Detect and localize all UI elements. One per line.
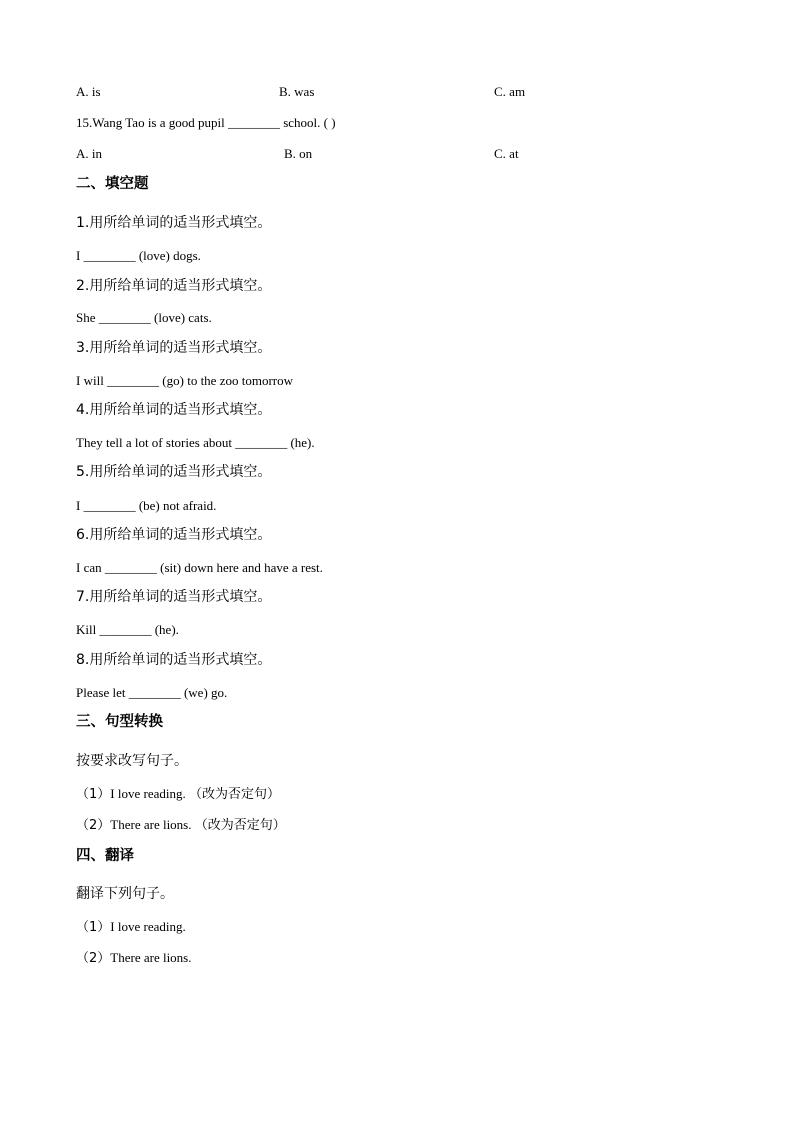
s3-item2-number: （2） (76, 818, 111, 833)
s2-item7-sentence: Kill ________ (he). (76, 622, 179, 637)
q15-option-b: B. on (284, 146, 313, 161)
s3-item2-text: There are lions. (110, 817, 192, 832)
s3-instruction: 按要求改写句子。 (76, 753, 188, 769)
s2-item1-instruction: 1.用所给单词的适当形式填空。 (76, 215, 272, 231)
s2-item4-instruction: 4.用所给单词的适当形式填空。 (76, 402, 272, 418)
section2-heading: 二、填空题 (76, 176, 149, 192)
s2-item2-sentence: She ________ (love) cats. (76, 310, 212, 325)
s2-item3-sentence: I will ________ (go) to the zoo tomorrow (76, 373, 293, 388)
s3-item2-note: （改为否定句） (194, 818, 286, 833)
q14-option-a: A. is (76, 84, 101, 99)
q15-option-a: A. in (76, 146, 102, 161)
s2-item5-sentence: I ________ (be) not afraid. (76, 498, 217, 513)
q15-stem: 15.Wang Tao is a good pupil ________ school. ( ) (76, 115, 336, 130)
section4-heading: 四、翻译 (76, 848, 134, 864)
s2-item6-sentence: I can ________ (sit) down here and have a rest. (76, 560, 323, 575)
s4-item1-number: （1） (76, 920, 111, 935)
s4-instruction: 翻译下列句子。 (76, 886, 174, 902)
s4-item2-number: （2） (76, 951, 111, 966)
s2-item7-instruction: 7.用所给单词的适当形式填空。 (76, 589, 272, 605)
s3-item2 (76, 817, 286, 834)
section3-heading: 三、句型转换 (76, 714, 163, 730)
s3-item1 (76, 786, 280, 803)
s2-item8-sentence: Please let ________ (we) go. (76, 685, 228, 700)
q14-option-b: B. was (279, 84, 315, 99)
s2-item1-sentence: I ________ (love) dogs. (76, 248, 201, 263)
s4-item2 (76, 950, 192, 967)
s4-item2-text: There are lions. (110, 950, 192, 965)
s3-item1-text: I love reading. (110, 786, 186, 801)
q14-option-c: C. am (494, 84, 526, 99)
q15-option-c: C. at (494, 146, 519, 161)
s2-item4-sentence: They tell a lot of stories about ________ (he). (76, 435, 315, 450)
s4-item1-text: I love reading. (110, 919, 186, 934)
s4-item1 (76, 919, 186, 936)
s3-item1-note: （改为否定句） (188, 787, 280, 802)
s2-item6-instruction: 6.用所给单词的适当形式填空。 (76, 527, 272, 543)
s3-item1-number: （1） (76, 787, 111, 802)
s2-item5-instruction: 5.用所给单词的适当形式填空。 (76, 464, 272, 480)
s2-item8-instruction: 8.用所给单词的适当形式填空。 (76, 652, 272, 668)
s2-item2-instruction: 2.用所给单词的适当形式填空。 (76, 278, 272, 294)
s2-item3-instruction: 3.用所给单词的适当形式填空。 (76, 340, 272, 356)
